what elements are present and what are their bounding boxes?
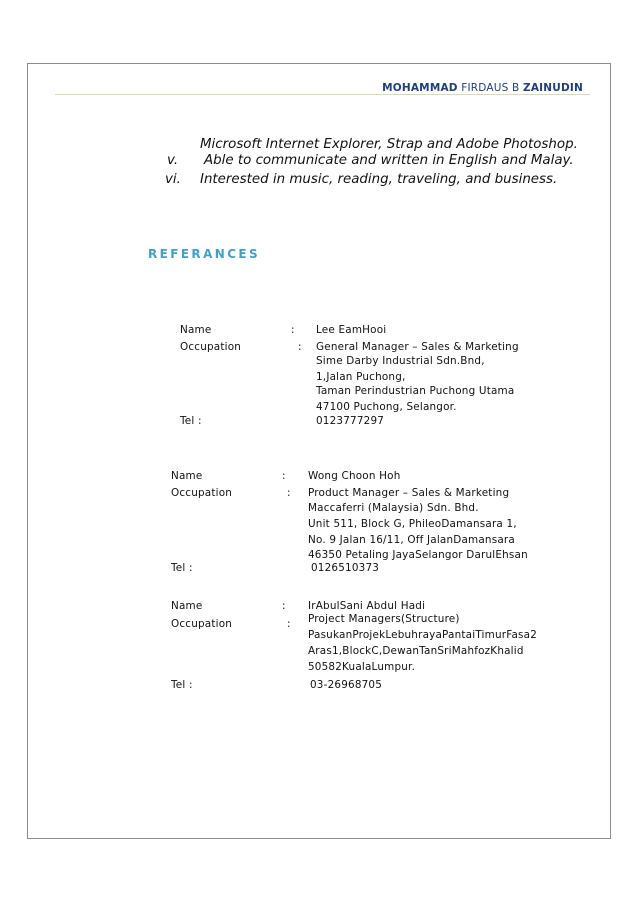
occupation-line: PasukanProjekLebuhrayaPantaiTimurFasa2 — [308, 629, 538, 641]
name-label: Name — [171, 470, 203, 482]
name-label: Name — [171, 600, 203, 612]
occupation-line: 46350 Petaling JayaSelangor DarulEhsan — [308, 549, 528, 561]
colon: : — [282, 470, 286, 482]
occupation-label: Occupation — [171, 618, 233, 630]
reference-name: Wong Choon Hoh — [308, 470, 401, 482]
reference-tel: 03-26968705 — [310, 679, 383, 691]
skill-text: Able to communicate and written in English and Malay. — [204, 153, 574, 168]
occupation-line: General Manager – Sales & Marketing — [316, 341, 519, 353]
reference-name: Lee EamHooi — [316, 324, 387, 336]
occupation-line: Unit 511, Block G, PhileoDamansara 1, — [308, 518, 517, 530]
skill-text: Interested in music, reading, traveling, and business. — [200, 172, 558, 187]
occupation-line: 50582KualaLumpur. — [308, 661, 416, 673]
colon: : — [298, 341, 302, 353]
occupation-line: No. 9 Jalan 16/11, Off JalanDamansara — [308, 534, 515, 546]
skill-text: Microsoft Internet Explorer, Strap and Adobe Photoshop. — [200, 137, 578, 152]
occupation-line: Aras1,BlockC,DewanTanSriMahfozKhalid — [308, 645, 524, 657]
occupation-line: Taman Perindustrian Puchong Utama — [316, 385, 515, 397]
occupation-label: Occupation — [171, 487, 233, 499]
tel-label: Tel : — [171, 562, 193, 574]
occupation-line: 1,Jalan Puchong, — [316, 371, 406, 383]
name-label: Name — [180, 324, 212, 336]
header-name-last: ZAINUDIN — [523, 82, 583, 94]
occupation-line: Maccaferri (Malaysia) Sdn. Bhd. — [308, 502, 479, 514]
tel-label: Tel : — [180, 415, 202, 427]
reference-tel: 0126510373 — [311, 562, 380, 574]
colon: : — [287, 618, 291, 630]
occupation-line: Product Manager – Sales & Marketing — [308, 487, 510, 499]
occupation-label: Occupation — [180, 341, 242, 353]
occupation-line: 47100 Puchong, Selangor. — [316, 401, 457, 413]
header-name — [382, 82, 583, 94]
skill-number: vi. — [165, 172, 181, 187]
header-rule — [55, 94, 590, 95]
occupation-line: Sime Darby Industrial Sdn.Bnd, — [316, 355, 485, 367]
colon: : — [287, 487, 291, 499]
header-name-middle: FIRDAUS B — [457, 82, 524, 94]
colon: : — [282, 600, 286, 612]
occupation-line: Project Managers(Structure) — [308, 613, 460, 625]
reference-name: IrAbulSani Abdul Hadi — [308, 600, 426, 612]
header-name-first: MOHAMMAD — [382, 82, 458, 94]
reference-tel: 0123777297 — [316, 415, 385, 427]
tel-label: Tel : — [171, 679, 193, 691]
section-title-references: REFERANCES — [148, 247, 261, 261]
colon: : — [291, 324, 295, 336]
skill-number: v. — [167, 153, 179, 168]
